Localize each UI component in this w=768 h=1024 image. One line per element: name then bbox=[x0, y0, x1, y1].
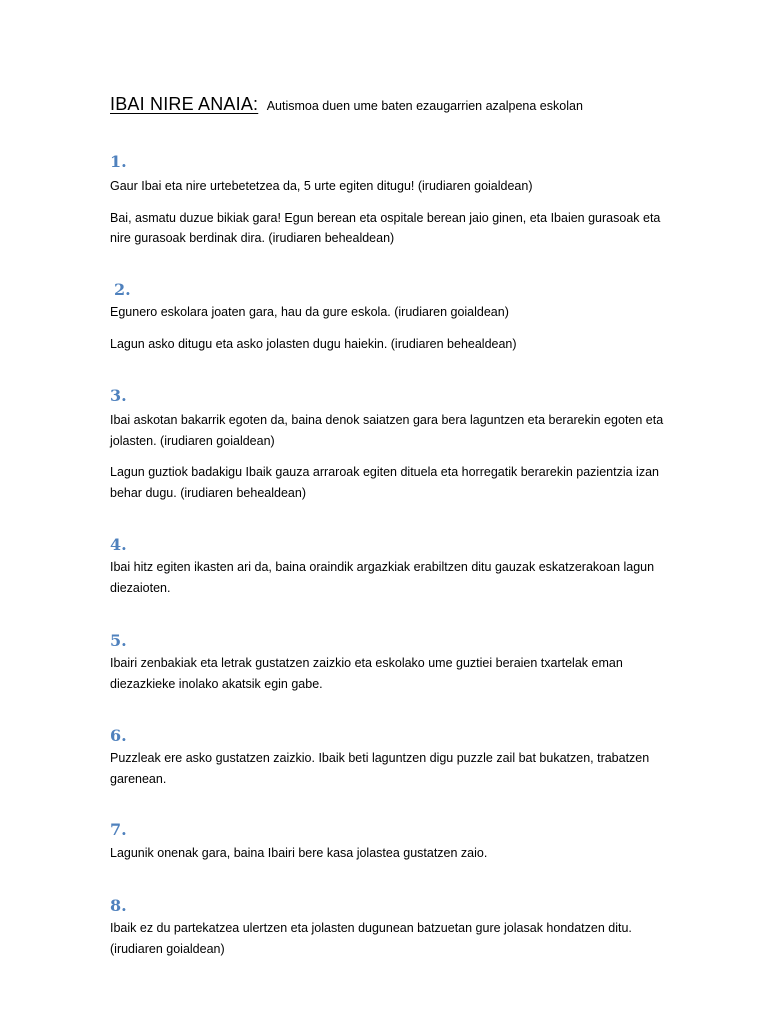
section-paragraph: Ibairi zenbakiak eta letrak gustatzen zaizkio eta eskolako ume guztiei beraien txartelak eman diezazkieke inolako akatsik egin gabe. bbox=[110, 656, 623, 691]
section-number: 6. bbox=[110, 726, 127, 745]
document-title-line bbox=[110, 94, 583, 115]
section-paragraph: Ibai hitz egiten ikasten ari da, baina oraindik argazkiak erabiltzen ditu gauzak eskatzerakoan lagun diezaioten. bbox=[110, 560, 655, 595]
section-2 bbox=[110, 280, 670, 354]
document-title: IBAI NIRE ANAIA: bbox=[110, 94, 259, 114]
section-number: 4. bbox=[110, 535, 127, 554]
section-number: 8. bbox=[110, 896, 127, 915]
section-paragraph: Ibaik ez du partekatzea ulertzen eta jolasten dugunean batzuetan gure jolasak hondatzen ditu. (irudiaren goialdean) bbox=[110, 921, 632, 956]
section-4 bbox=[110, 535, 670, 598]
section-paragraph: Egunero eskolara joaten gara, hau da gure eskola. (irudiaren goialdean) bbox=[110, 305, 509, 319]
section-paragraph: Ibai askotan bakarrik egoten da, baina denok saiatzen gara bera laguntzen eta berarekin egoten eta jolasten. (irudiaren goialdean) bbox=[110, 413, 664, 448]
section-paragraph: Gaur Ibai eta nire urtebetetzea da, 5 urte egiten ditugu! (irudiaren goialdean) bbox=[110, 179, 533, 193]
section-number: 5. bbox=[110, 631, 127, 650]
section-paragraph: Lagunik onenak gara, baina Ibairi bere kasa jolastea gustatzen zaio. bbox=[110, 846, 488, 860]
section-7 bbox=[110, 820, 670, 864]
section-paragraph: Lagun asko ditugu eta asko jolasten dugu haiekin. (irudiaren behealdean) bbox=[110, 336, 517, 351]
section-6 bbox=[110, 726, 670, 789]
section-number: 2. bbox=[114, 280, 131, 299]
section-paragraph: Lagun guztiok badakigu Ibaik gauza arraroak egiten dituela eta horregatik berarekin pazientzia izan behar dugu. (irudiaren behealdean) bbox=[110, 465, 659, 500]
section-number: 3. bbox=[110, 386, 127, 405]
section-5 bbox=[110, 631, 670, 694]
section-number: 1. bbox=[110, 152, 127, 171]
section-paragraph: Bai, asmatu duzue bikiak gara! Egun berean eta ospitale berean jaio ginen, eta Ibaien gurasoak eta nire gurasoak berdinak dira. (irudiaren behealdean) bbox=[110, 210, 661, 245]
section-number: 7. bbox=[110, 820, 127, 839]
section-1 bbox=[110, 152, 670, 249]
section-3 bbox=[110, 386, 670, 503]
document-subtitle: Autismoa duen ume baten ezaugarrien azalpena eskolan bbox=[266, 99, 583, 113]
section-8 bbox=[110, 896, 670, 959]
section-paragraph: Puzzleak ere asko gustatzen zaizkio. Ibaik beti laguntzen digu puzzle zail bat bukatzen, trabatzen garenean. bbox=[110, 751, 650, 786]
